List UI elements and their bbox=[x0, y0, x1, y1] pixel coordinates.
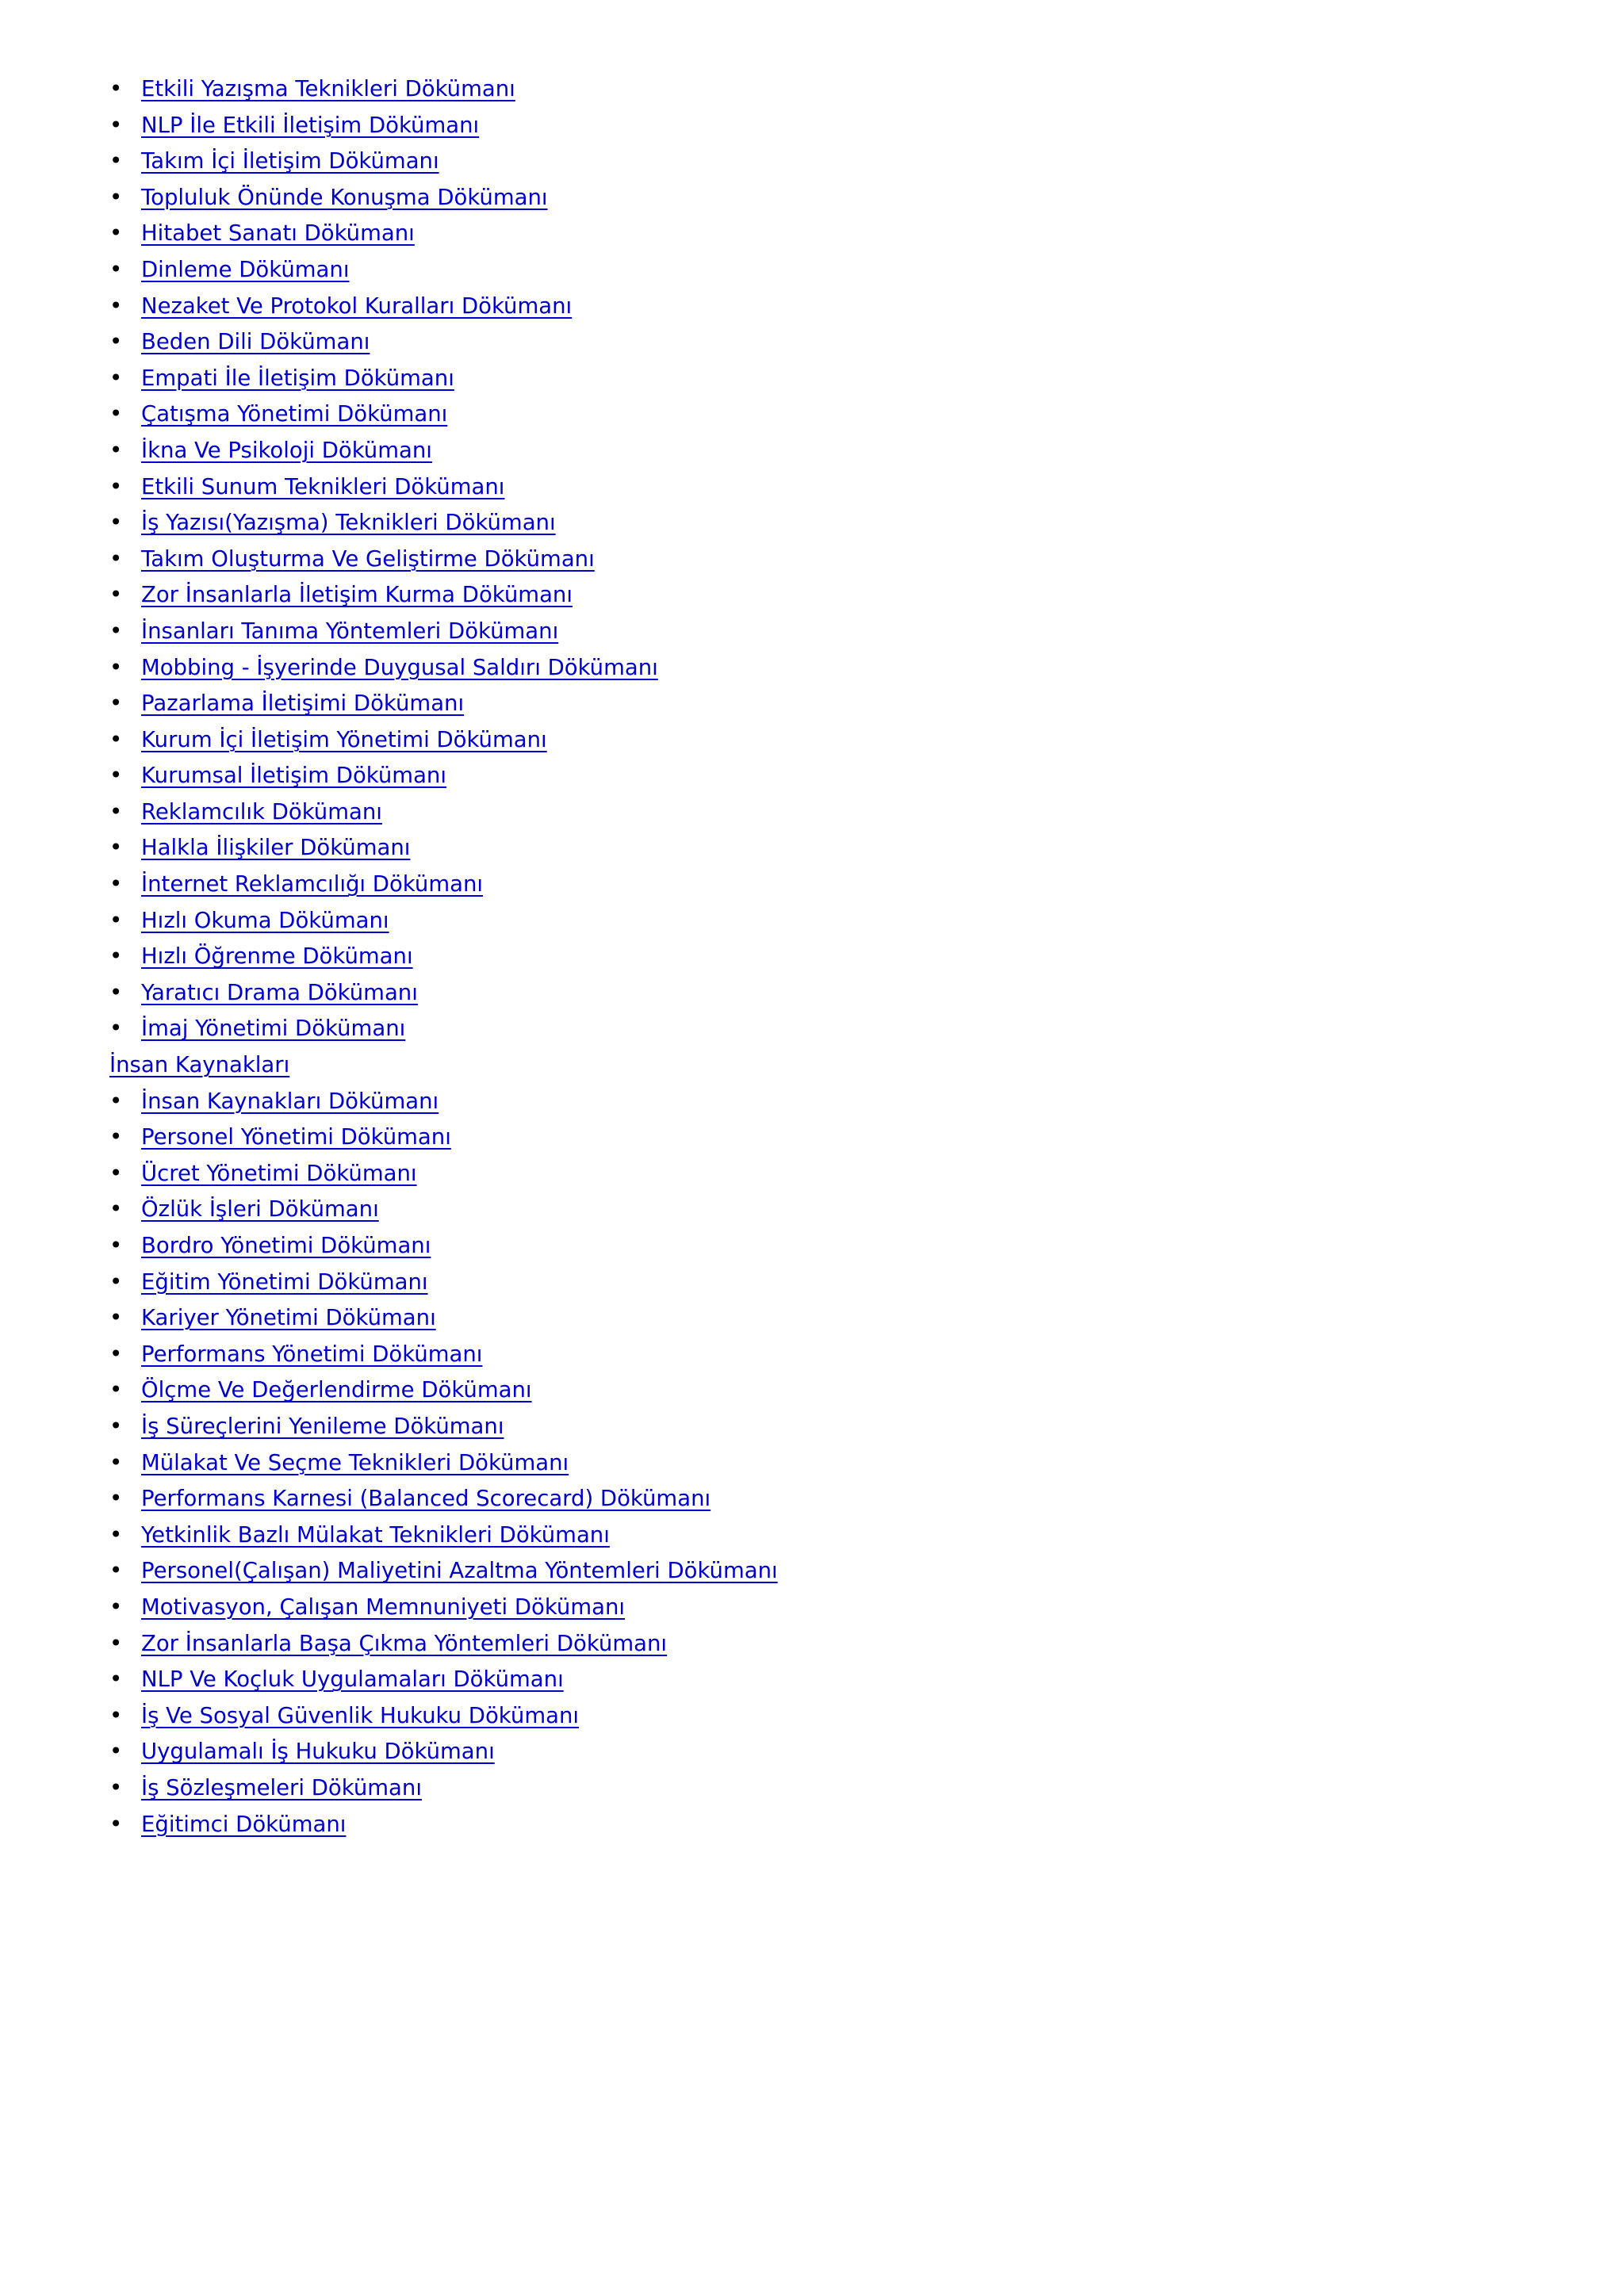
bullet-icon: • bbox=[109, 401, 123, 427]
list-item bbox=[109, 361, 778, 397]
list-item bbox=[109, 324, 778, 361]
list-item bbox=[109, 650, 778, 687]
bullet-icon: • bbox=[109, 1124, 123, 1150]
bullet-icon: • bbox=[109, 979, 123, 1005]
bullet-icon: • bbox=[109, 1774, 123, 1800]
bullet-icon: • bbox=[109, 1739, 123, 1765]
bullet-icon: • bbox=[109, 1630, 123, 1656]
document-link[interactable]: Dinleme Dökümanı bbox=[141, 256, 350, 282]
list-item bbox=[109, 180, 778, 216]
document-link[interactable]: Yetkinlik Bazlı Mülakat Teknikleri Dökümanı bbox=[141, 1521, 610, 1548]
bullet-icon: • bbox=[109, 582, 123, 608]
bullet-icon: • bbox=[109, 726, 123, 752]
list-item bbox=[109, 71, 778, 108]
bullet-icon: • bbox=[109, 1160, 123, 1186]
document-link[interactable]: Takım İçi İletişim Dökümanı bbox=[141, 148, 439, 174]
bullet-icon: • bbox=[109, 545, 123, 572]
bullet-icon: • bbox=[109, 1702, 123, 1728]
bullet-icon: • bbox=[109, 1341, 123, 1367]
bullet-icon: • bbox=[109, 943, 123, 970]
document-link[interactable]: NLP İle Etkili İletişim Dökümanı bbox=[141, 112, 480, 138]
bullet-icon: • bbox=[109, 184, 123, 210]
document-link[interactable]: Empati İle İletişim Dökümanı bbox=[141, 365, 454, 391]
document-link[interactable]: İş Yazısı(Yazışma) Teknikleri Dökümanı bbox=[141, 510, 556, 536]
list-item bbox=[109, 1698, 778, 1735]
document-link[interactable]: Özlük İşleri Dökümanı bbox=[141, 1196, 379, 1223]
list-item bbox=[109, 614, 778, 650]
document-link[interactable]: Zor İnsanlarla İletişim Kurma Dökümanı bbox=[141, 582, 573, 608]
list-item bbox=[109, 1372, 778, 1409]
document-link[interactable]: Eğitimci Dökümanı bbox=[141, 1811, 347, 1837]
list-item bbox=[109, 505, 778, 541]
document-link[interactable]: Zor İnsanlarla Başa Çıkma Yöntemleri Dökümanı bbox=[141, 1630, 668, 1656]
document-link[interactable]: Etkili Sunum Teknikleri Dökümanı bbox=[141, 473, 505, 499]
section-heading-row bbox=[109, 1047, 778, 1084]
bullet-icon: • bbox=[109, 112, 123, 138]
document-link[interactable]: Halkla İlişkiler Dökümanı bbox=[141, 835, 411, 861]
bullet-icon: • bbox=[109, 365, 123, 391]
list-item bbox=[109, 469, 778, 506]
list-item bbox=[109, 794, 778, 831]
bullet-icon: • bbox=[109, 1486, 123, 1512]
list-item bbox=[109, 108, 778, 144]
document-link[interactable]: Performans Yönetimi Dökümanı bbox=[141, 1341, 483, 1367]
bullet-icon: • bbox=[109, 76, 123, 101]
list-item bbox=[109, 686, 778, 722]
document-link[interactable]: Nezaket Ve Protokol Kuralları Dökümanı bbox=[141, 293, 573, 319]
list-item bbox=[109, 252, 778, 289]
document-link[interactable]: Personel Yönetimi Dökümanı bbox=[141, 1124, 451, 1150]
list-item bbox=[109, 1553, 778, 1590]
document-link[interactable]: Takım Oluşturma Ve Geliştirme Dökümanı bbox=[141, 545, 595, 572]
list-item bbox=[109, 1770, 778, 1807]
bullet-icon: • bbox=[109, 1449, 123, 1475]
list-item bbox=[109, 1119, 778, 1156]
document-link[interactable]: Bordro Yönetimi Dökümanı bbox=[141, 1233, 431, 1258]
bullet-icon: • bbox=[109, 256, 123, 282]
bullet-icon: • bbox=[109, 907, 123, 933]
list-item bbox=[109, 1409, 778, 1445]
document-link[interactable]: Yaratıcı Drama Dökümanı bbox=[141, 979, 418, 1005]
list-item bbox=[109, 867, 778, 903]
document-link[interactable]: İş Süreçlerini Yenileme Dökümanı bbox=[141, 1413, 504, 1439]
document-link[interactable]: İnsan Kaynakları Dökümanı bbox=[141, 1088, 439, 1114]
bullet-icon: • bbox=[109, 329, 123, 355]
document-link[interactable]: Hızlı Okuma Dökümanı bbox=[141, 907, 389, 933]
document-link[interactable]: Eğitim Yönetimi Dökümanı bbox=[141, 1269, 428, 1295]
document-link[interactable]: Beden Dili Dökümanı bbox=[141, 329, 370, 355]
document-link[interactable]: İkna Ve Psikoloji Dökümanı bbox=[141, 437, 432, 463]
bullet-icon: • bbox=[109, 1088, 123, 1114]
document-link[interactable]: İnternet Reklamcılığı Dökümanı bbox=[141, 871, 484, 897]
bullet-icon: • bbox=[109, 1811, 123, 1837]
bullet-icon: • bbox=[109, 293, 123, 319]
list-item bbox=[109, 1011, 778, 1047]
bullet-icon: • bbox=[109, 1667, 123, 1693]
document-link[interactable]: Mülakat Ve Seçme Teknikleri Dökümanı bbox=[141, 1449, 569, 1475]
document-link[interactable]: Hitabet Sanatı Dökümanı bbox=[141, 220, 415, 247]
list-item bbox=[109, 1481, 778, 1517]
bullet-icon: • bbox=[109, 1269, 123, 1295]
list-item bbox=[109, 1337, 778, 1373]
list-item bbox=[109, 216, 778, 252]
bullet-icon: • bbox=[109, 835, 123, 861]
bullet-icon: • bbox=[109, 763, 123, 789]
list-item bbox=[109, 903, 778, 939]
bullet-icon: • bbox=[109, 871, 123, 897]
bullet-icon: • bbox=[109, 1233, 123, 1258]
list-item bbox=[109, 830, 778, 867]
document-link[interactable]: Pazarlama İletişimi Dökümanı bbox=[141, 691, 465, 717]
document-link[interactable]: Kurum İçi İletişim Yönetimi Dökümanı bbox=[141, 726, 547, 752]
list-item bbox=[109, 1228, 778, 1265]
list-item bbox=[109, 758, 778, 794]
document-link[interactable]: Topluluk Önünde Konuşma Dökümanı bbox=[141, 184, 548, 210]
document-link[interactable]: Ölçme Ve Değerlendirme Dökümanı bbox=[141, 1377, 532, 1403]
bullet-icon: • bbox=[109, 1413, 123, 1439]
bullet-icon: • bbox=[109, 1305, 123, 1331]
list-item bbox=[109, 1807, 778, 1843]
bullet-icon: • bbox=[109, 1016, 123, 1042]
list-item bbox=[109, 289, 778, 325]
list-item bbox=[109, 1517, 778, 1554]
list-item bbox=[109, 433, 778, 469]
bullet-icon: • bbox=[109, 220, 123, 247]
document-link[interactable]: İş Sözleşmeleri Dökümanı bbox=[141, 1774, 422, 1800]
list-item bbox=[109, 577, 778, 614]
list-item bbox=[109, 1445, 778, 1482]
list-item bbox=[109, 1084, 778, 1120]
list-item bbox=[109, 144, 778, 180]
list-item bbox=[109, 939, 778, 975]
bullet-icon: • bbox=[109, 654, 123, 680]
bullet-icon: • bbox=[109, 510, 123, 536]
document-link[interactable]: Etkili Yazışma Teknikleri Dökümanı bbox=[141, 76, 515, 101]
list-item bbox=[109, 722, 778, 759]
list-item bbox=[109, 1300, 778, 1337]
document-link[interactable]: Reklamcılık Dökümanı bbox=[141, 798, 382, 825]
document-link[interactable]: Motivasyon, Çalışan Memnuniyeti Dökümanı bbox=[141, 1594, 626, 1620]
list-item bbox=[109, 1626, 778, 1663]
list-item bbox=[109, 396, 778, 433]
bullet-icon: • bbox=[109, 1558, 123, 1584]
section-heading-link[interactable]: İnsan Kaynakları bbox=[109, 1052, 290, 1078]
list-item bbox=[109, 1156, 778, 1192]
document-link[interactable]: Uygulamalı İş Hukuku Dökümanı bbox=[141, 1739, 495, 1765]
bullet-icon: • bbox=[109, 691, 123, 717]
document-link[interactable]: Hızlı Öğrenme Dökümanı bbox=[141, 943, 413, 970]
bullet-icon: • bbox=[109, 798, 123, 825]
list-item bbox=[109, 1192, 778, 1228]
list-item bbox=[109, 541, 778, 578]
list-item bbox=[109, 1265, 778, 1301]
bullet-icon: • bbox=[109, 1521, 123, 1548]
document-link[interactable]: Ücret Yönetimi Dökümanı bbox=[141, 1160, 417, 1186]
list-item bbox=[109, 1590, 778, 1626]
document-link[interactable]: Mobbing - İşyerinde Duygusal Saldırı Dökümanı bbox=[141, 654, 658, 680]
document-link[interactable]: Personel(Çalışan) Maliyetini Azaltma Yöntemleri Dökümanı bbox=[141, 1558, 778, 1584]
document-link[interactable]: Performans Karnesi (Balanced Scorecard) Dökümanı bbox=[141, 1486, 711, 1512]
bullet-icon: • bbox=[109, 437, 123, 463]
bullet-icon: • bbox=[109, 618, 123, 644]
document-link[interactable]: NLP Ve Koçluk Uygulamaları Dökümanı bbox=[141, 1667, 564, 1693]
bullet-icon: • bbox=[109, 1377, 123, 1403]
bullet-icon: • bbox=[109, 1196, 123, 1223]
document-link[interactable]: İmaj Yönetimi Dökümanı bbox=[141, 1016, 406, 1042]
document-link-list bbox=[109, 71, 778, 1843]
document-link[interactable]: Kurumsal İletişim Dökümanı bbox=[141, 763, 446, 789]
document-link[interactable]: Çatışma Yönetimi Dökümanı bbox=[141, 401, 448, 427]
bullet-icon: • bbox=[109, 473, 123, 499]
list-item bbox=[109, 975, 778, 1012]
list-item bbox=[109, 1734, 778, 1770]
document-link[interactable]: Kariyer Yönetimi Dökümanı bbox=[141, 1305, 436, 1331]
bullet-icon: • bbox=[109, 1594, 123, 1620]
bullet-icon: • bbox=[109, 148, 123, 174]
document-link[interactable]: İnsanları Tanıma Yöntemleri Dökümanı bbox=[141, 618, 559, 644]
document-link[interactable]: İş Ve Sosyal Güvenlik Hukuku Dökümanı bbox=[141, 1702, 580, 1728]
list-item bbox=[109, 1662, 778, 1698]
